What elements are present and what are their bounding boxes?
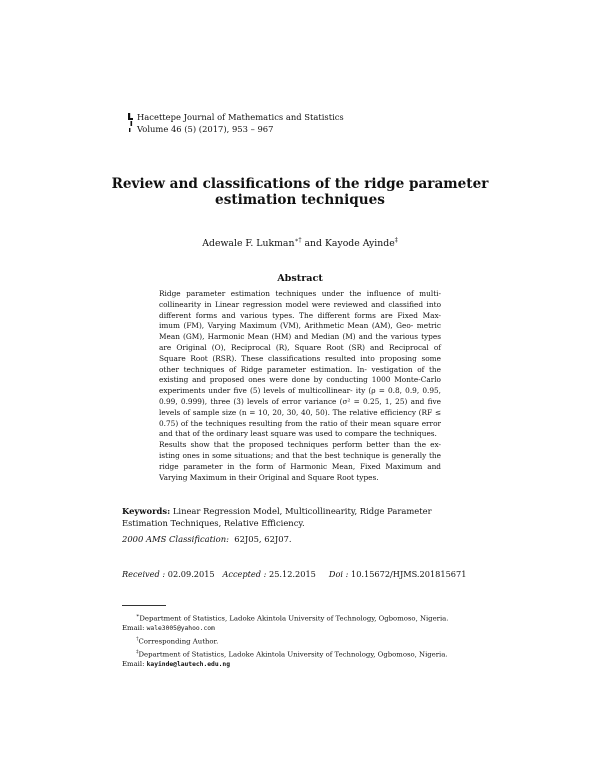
accepted-label: Accepted :: [222, 569, 267, 579]
footnote-1-email[interactable]: wale3005@yahoo.com: [146, 625, 215, 633]
footnote-1: [122, 611, 478, 623]
footnote-3-mark: ‡: [136, 648, 139, 655]
abstract-line: various types are Original (O), Reciprocal (R), Square Root (SR) and: [159, 332, 441, 352]
footnote-2-mark: †: [136, 636, 139, 643]
footnote-rule: [122, 605, 166, 606]
abstract-paragraph-1: [159, 289, 441, 440]
email-label: Email:: [122, 624, 145, 633]
doi-value: 10.15672/HJMS.201815671: [350, 569, 467, 579]
abstract-line: vestigation of the existing and proposed ones were done by conducting: [159, 364, 441, 385]
abstract-line: imum (FM), Varying Maximum (VM), Arithmetic Mean (AM), Geo-: [159, 321, 414, 331]
abstract-line: different forms and various types. The different forms are Fixed Max-: [159, 310, 441, 320]
abstract-body: [159, 289, 441, 483]
footnote-1-text: Department of Statistics, Ladoke Akintola University of Technology, Ogbomoso, Nigeria.: [139, 614, 449, 623]
author-2: Kayode Ayinde: [324, 238, 395, 249]
abstract-heading: Abstract: [277, 273, 323, 284]
abstract-line: 1000 Monte-Carlo experiments under five (5) levels of multicollinear-: [159, 375, 441, 396]
ams-classification: [122, 534, 292, 544]
journal-logo-icon: [128, 113, 134, 133]
abstract-line: (σ² = 0.25, 1, 25) and five levels of sample size (n = 10, 20, 30, 40, 50).: [159, 396, 441, 417]
journal-header: [137, 112, 344, 135]
received-label: Received :: [122, 569, 166, 579]
dates-line: [122, 569, 466, 579]
abstract-line: ratio of their mean square error and that of the ordinary least square: [159, 418, 441, 439]
abstract-line: was used to compare the techniques.: [298, 429, 437, 439]
email-label: Email:: [122, 660, 145, 669]
footnote-1-mark: ∗: [136, 613, 140, 619]
footnote-3-email-line: [122, 659, 478, 670]
title-line-1: Review and classifications of the ridge parameter: [111, 176, 489, 192]
paper-title: [60, 177, 540, 208]
abstract-line: The relative efficiency (RF ≤ 0.75) of the techniques resulting from the: [159, 407, 441, 428]
author-1-marks: ∗†: [294, 237, 302, 244]
ams-codes: 62J05, 62J07.: [234, 534, 292, 544]
keywords-label: Keywords:: [122, 506, 171, 516]
abstract-line: metric Mean (GM), Harmonic Mean (HM) and Median (M) and the: [159, 321, 441, 342]
abstract-line: proposing some other techniques of Ridge parameter estimation. In-: [159, 353, 441, 374]
abstract-paragraph-2: [159, 440, 441, 483]
footnote-2-text: Corresponding Author.: [138, 637, 219, 646]
abstract-line: and Varying Maximum in their Original and Square Root types.: [159, 461, 441, 482]
footnote-3: [122, 647, 478, 659]
abstract-line: collinearity in Linear regression model were reviewed and classified into: [159, 299, 441, 309]
footnotes: [122, 611, 478, 670]
authors-and: and: [304, 238, 322, 249]
footnote-3-text: Department of Statistics, Ladoke Akintola University of Technology, Ogbomoso, Nigeria.: [138, 650, 448, 659]
journal-name: Hacettepe Journal of Mathematics and Statistics: [137, 112, 344, 122]
keywords: [122, 505, 474, 529]
author-2-marks: ‡: [394, 237, 398, 244]
accepted-date: 25.12.2015: [268, 569, 316, 579]
ams-label: 2000 AMS Classification:: [122, 534, 229, 544]
abstract-line: Reciprocal of Square Root (RSR). These classifications resulted into: [159, 342, 441, 363]
authors: [0, 237, 600, 249]
footnote-3-email[interactable]: kayinde@lautech.edu.ng: [146, 661, 231, 669]
footnote-1-email-line: [122, 623, 478, 634]
abstract-line: isting ones in some situations; and that the best technique is generally: [159, 450, 427, 460]
abstract-line: Ridge parameter estimation techniques under the influence of multi-: [159, 289, 441, 298]
abstract-line: ity (ρ = 0.8, 0.9, 0.95, 0.99, 0.999), three (3) levels of error variance: [159, 386, 442, 406]
doi-label: Doi :: [328, 569, 349, 579]
abstract-line: Results show that the proposed techniques perform better than the ex-: [159, 440, 441, 450]
journal-volume: Volume 46 (5) (2017), 953 – 967: [137, 123, 274, 134]
keywords-text: Linear Regression Model, Multicollinearity, Ridge Parameter Estimation Techniques, Relative Efficiency.: [122, 506, 432, 528]
author-1: Adewale F. Lukman: [202, 238, 295, 249]
title-line-2: estimation techniques: [215, 191, 385, 208]
received-date: 02.09.2015: [167, 569, 215, 579]
abstract-line: the ridge parameter in the form of Harmonic Mean, Fixed Maximum: [159, 450, 441, 471]
footnote-2: [122, 634, 478, 646]
